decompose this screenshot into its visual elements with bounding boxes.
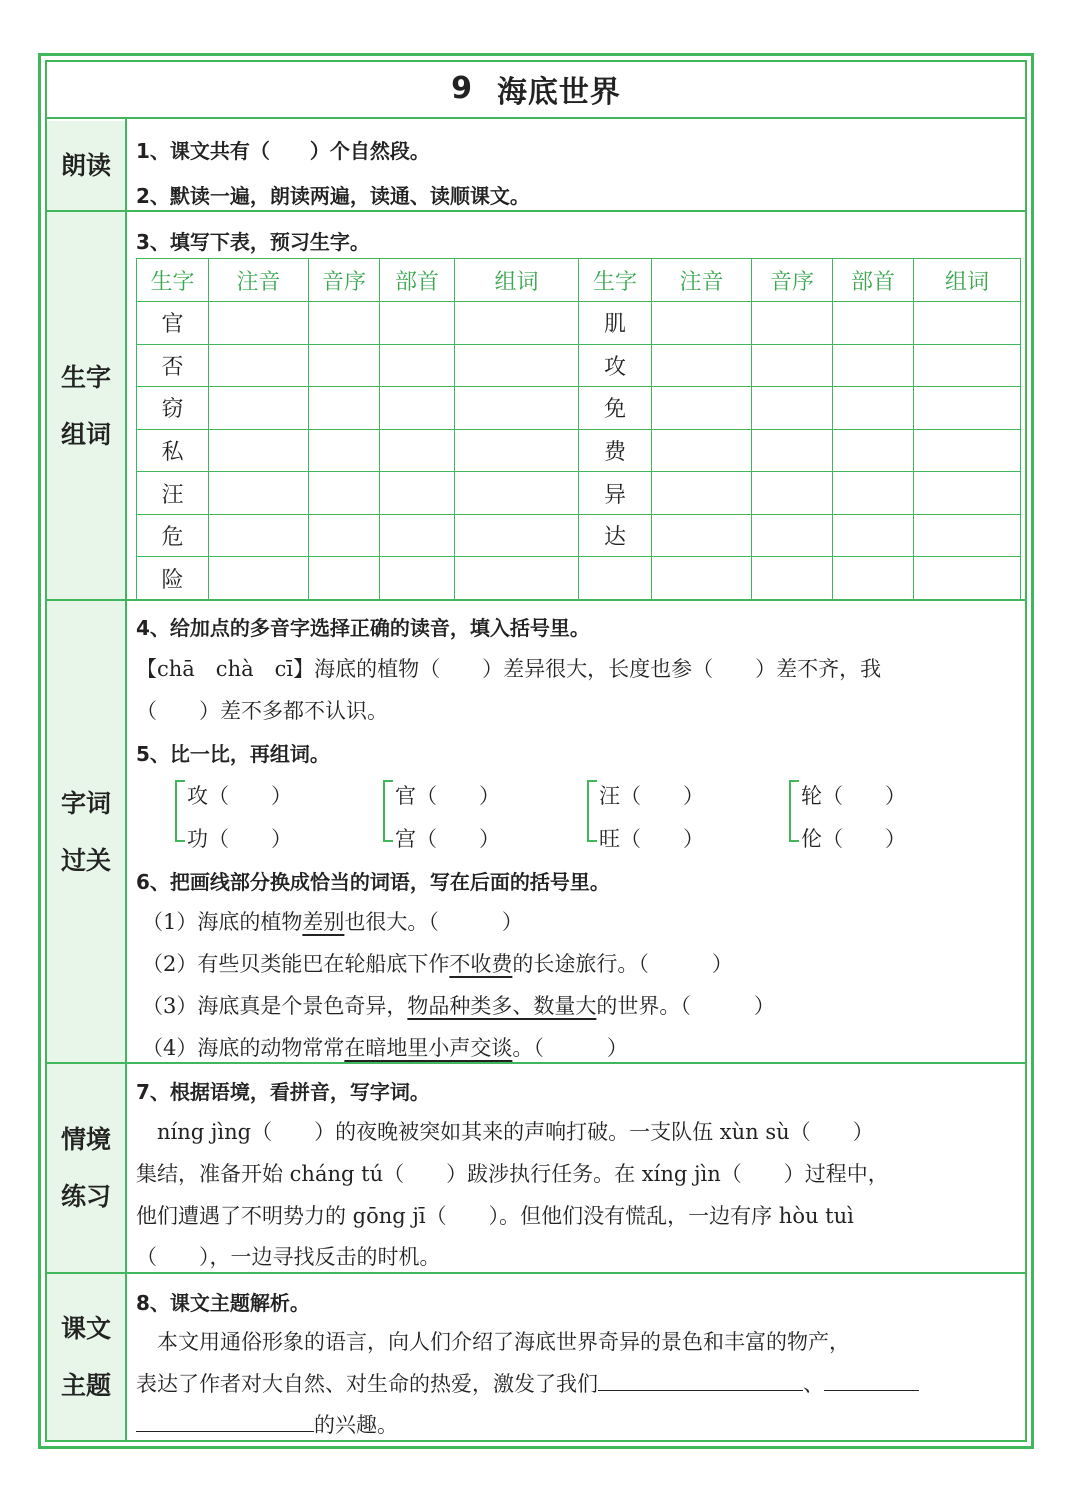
question-8-line-3: 的兴趣。	[136, 1409, 398, 1439]
char-cell: 免	[579, 387, 652, 430]
compare-item: 官（ ）	[395, 784, 500, 808]
table-header: 生字	[579, 259, 652, 302]
question-6-item: （3）海底真是个景色奇异，物品种类多、数量大的世界。（ ）	[142, 994, 775, 1018]
char-cell: 汪	[137, 472, 209, 515]
answer-cell[interactable]	[652, 514, 752, 557]
question-8-line-1: 本文用通俗形象的语言，向人们介绍了海底世界奇异的景色和丰富的物产，	[136, 1330, 850, 1354]
compare-item: 伦（ ）	[801, 827, 906, 851]
compare-item: 汪（ ）	[599, 784, 704, 808]
answer-cell[interactable]	[380, 344, 455, 387]
row-divider	[45, 1272, 1027, 1274]
answer-cell[interactable]	[833, 344, 914, 387]
char-cell: 险	[137, 557, 209, 600]
answer-cell[interactable]	[209, 472, 309, 515]
char-cell: 否	[137, 344, 209, 387]
char-cell: 官	[137, 302, 209, 345]
question-4: 4、给加点的多音字选择正确的读音，填入括号里。	[136, 616, 590, 640]
answer-cell[interactable]	[752, 302, 833, 345]
answer-cell[interactable]	[652, 557, 752, 600]
answer-cell[interactable]	[309, 557, 380, 600]
char-cell: 异	[579, 472, 652, 515]
answer-blank	[598, 1370, 803, 1391]
answer-cell[interactable]	[652, 472, 752, 515]
section-label-context: 情境 练习	[47, 1064, 125, 1272]
bracket	[789, 780, 799, 842]
question-4-line-2: （ ）差不多都不认识。	[136, 699, 388, 723]
lesson-title: 海底世界	[496, 74, 621, 110]
char-cell: 达	[579, 514, 652, 557]
question-6: 6、把画线部分换成恰当的词语，写在后面的括号里。	[136, 870, 610, 894]
answer-cell[interactable]	[752, 429, 833, 472]
answer-cell[interactable]	[209, 557, 309, 600]
section-label-theme: 课文 主题	[47, 1274, 125, 1440]
answer-cell[interactable]	[309, 387, 380, 430]
char-cell: 费	[579, 429, 652, 472]
table-header: 音序	[752, 259, 833, 302]
row-divider	[45, 210, 1027, 212]
answer-cell[interactable]	[652, 302, 752, 345]
question-5: 5、比一比，再组词。	[136, 742, 330, 766]
answer-cell[interactable]	[309, 302, 380, 345]
answer-cell[interactable]	[309, 429, 380, 472]
answer-cell[interactable]	[914, 387, 1021, 430]
answer-cell[interactable]	[455, 387, 579, 430]
row-divider	[45, 1062, 1027, 1064]
bracket	[587, 780, 597, 842]
answer-cell[interactable]	[652, 387, 752, 430]
question-3: 3、填写下表，预习生字。	[136, 230, 370, 254]
question-7-line-4: （ ），一边寻找反击的时机。	[136, 1245, 441, 1269]
question-6-item: （1）海底的植物差别也很大。（ ）	[142, 910, 523, 934]
answer-cell[interactable]	[752, 387, 833, 430]
question-7: 7、根据语境，看拼音，写字词。	[136, 1080, 430, 1104]
question-8-line-2: 表达了作者对大自然、对生命的热爱，激发了我们 、	[136, 1368, 919, 1398]
answer-cell[interactable]	[833, 514, 914, 557]
answer-cell[interactable]	[752, 514, 833, 557]
compare-item: 攻（ ）	[187, 784, 292, 808]
section-label-reading: 朗读	[47, 121, 125, 210]
answer-cell[interactable]	[752, 557, 833, 600]
answer-cell[interactable]	[833, 472, 914, 515]
answer-cell[interactable]	[914, 514, 1021, 557]
section-label-characters: 生字 组词	[47, 212, 125, 599]
char-cell: 私	[137, 429, 209, 472]
answer-cell[interactable]	[309, 514, 380, 557]
answer-cell[interactable]	[752, 344, 833, 387]
char-cell: 危	[137, 514, 209, 557]
answer-cell[interactable]	[380, 302, 455, 345]
column-divider	[125, 119, 127, 1440]
answer-cell[interactable]	[309, 344, 380, 387]
answer-cell[interactable]	[209, 429, 309, 472]
bracket	[383, 780, 393, 842]
question-8: 8、课文主题解析。	[136, 1291, 310, 1315]
answer-cell[interactable]	[652, 429, 752, 472]
table-header: 组词	[455, 259, 579, 302]
answer-cell[interactable]	[455, 472, 579, 515]
answer-cell[interactable]	[209, 344, 309, 387]
answer-cell[interactable]	[914, 344, 1021, 387]
page-title	[45, 60, 1027, 119]
answer-cell[interactable]	[380, 472, 455, 515]
answer-cell[interactable]	[833, 302, 914, 345]
compare-item: 旺（ ）	[599, 827, 704, 851]
table-header: 组词	[914, 259, 1021, 302]
answer-cell[interactable]	[309, 472, 380, 515]
question-7-line-3: 他们遭遇了不明势力的 gōng jī（ ）。但他们没有慌乱，一边有序 hòu tuì	[136, 1204, 854, 1228]
question-7-line-2: 集结，准备开始 cháng tú（ ）跋涉执行任务。在 xíng jìn（ ）过程中，	[136, 1162, 889, 1186]
answer-cell[interactable]	[752, 472, 833, 515]
answer-cell[interactable]	[914, 429, 1021, 472]
answer-cell[interactable]	[914, 472, 1021, 515]
table-header: 注音	[209, 259, 309, 302]
table-header: 生字	[137, 259, 209, 302]
section-label-words: 字词 过关	[47, 601, 125, 1062]
answer-cell[interactable]	[209, 387, 309, 430]
answer-blank	[824, 1370, 919, 1391]
answer-cell[interactable]	[380, 429, 455, 472]
table-row	[137, 557, 1021, 600]
answer-cell[interactable]	[209, 514, 309, 557]
answer-cell[interactable]	[209, 302, 309, 345]
compare-item: 功（ ）	[187, 827, 292, 851]
answer-cell[interactable]	[833, 429, 914, 472]
answer-cell[interactable]	[914, 302, 1021, 345]
answer-cell[interactable]	[455, 557, 579, 600]
table-row	[137, 387, 1021, 430]
table-header: 部首	[380, 259, 455, 302]
table-row	[137, 472, 1021, 515]
answer-cell[interactable]	[380, 387, 455, 430]
question-6-item: （2）有些贝类能巴在轮船底下作不收费的长途旅行。（ ）	[142, 952, 733, 976]
answer-cell[interactable]	[455, 302, 579, 345]
table-row	[137, 429, 1021, 472]
table-row	[137, 302, 1021, 345]
answer-cell[interactable]	[833, 387, 914, 430]
question-6-item: （4）海底的动物常常在暗地里小声交谈。（ ）	[142, 1036, 628, 1060]
table-header: 部首	[833, 259, 914, 302]
bracket	[175, 780, 185, 842]
compare-item: 轮（ ）	[801, 784, 906, 808]
char-cell: 窃	[137, 387, 209, 430]
lesson-number: 9	[451, 71, 473, 106]
answer-cell[interactable]	[380, 514, 455, 557]
char-cell: 攻	[579, 344, 652, 387]
answer-cell[interactable]	[455, 344, 579, 387]
question-1: 1、课文共有（ ）个自然段。	[136, 139, 430, 163]
table-header: 音序	[309, 259, 380, 302]
question-2: 2、默读一遍，朗读两遍，读通、读顺课文。	[136, 184, 530, 208]
compare-item: 宫（ ）	[395, 827, 500, 851]
table-row	[137, 344, 1021, 387]
answer-cell[interactable]	[455, 429, 579, 472]
question-4-line-1: 【chā chà cī】海底的植物（ ）差异很大，长度也参（ ）差不齐，我	[136, 657, 882, 681]
answer-cell[interactable]	[914, 557, 1021, 600]
char-cell: 肌	[579, 302, 652, 345]
table-row	[137, 514, 1021, 557]
answer-cell[interactable]	[455, 514, 579, 557]
char-cell	[579, 557, 652, 600]
answer-blank	[136, 1411, 314, 1432]
answer-cell[interactable]	[652, 344, 752, 387]
character-table	[136, 258, 1021, 600]
table-header: 注音	[652, 259, 752, 302]
question-7-line-1: níng jìng（ ）的夜晚被突如其来的声响打破。一支队伍 xùn sù（ ）	[136, 1120, 874, 1144]
answer-cell[interactable]	[833, 557, 914, 600]
answer-cell[interactable]	[380, 557, 455, 600]
